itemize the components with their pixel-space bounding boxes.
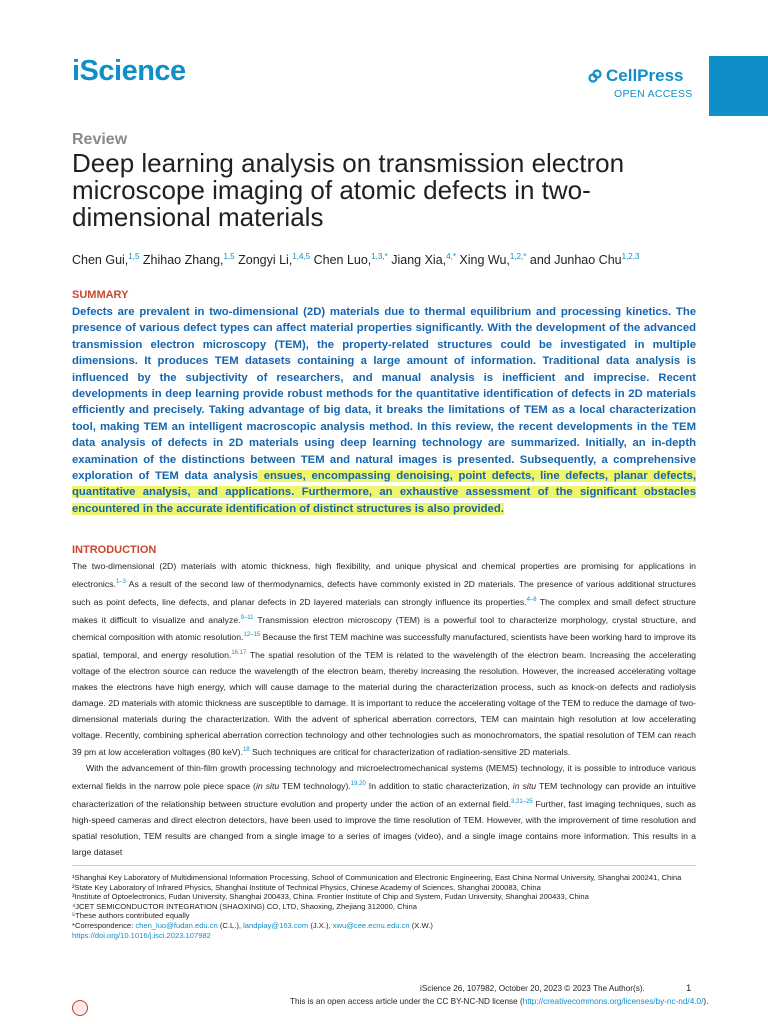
body-text: In addition to static characterization, xyxy=(365,781,513,792)
article-title: Deep learning analysis on transmission electron microscope imaging of atomic defects in two-dimensional materials xyxy=(72,148,625,232)
citation-ref[interactable]: 4–8 xyxy=(526,596,537,603)
citation-ref[interactable]: 12–15 xyxy=(243,632,261,639)
summary-body: Defects are prevalent in two-dimensional (2D) materials due to thermal equilibrium and processing kinetics. The presence of various defect types can affect material properties significantly. With the development of the advanced transmission electron microscopy (TEM), the property-related structures could be investigated in multiple dimensions. It produces TEM datasets containing a large amount of information. Traditional data analysis is influenced by the subjectivity of researchers, and manual analysis is inefficient and imprecise. Recent developments in deep learning provide robust methods for the quantitative identification of defects in 2D materials efficiently and precisely. Taking advantage of big data, it breaks the limitations of TEM as a local characterization tool, making TEM an intelligent macroscopic analysis method. In this review, the recent developments in the TEM data analysis of defects in 2D materials using deep learning technology are summarized. Initially, an in-depth examination of the distinctions between TEM and natural images is presented. Subsequently, a comprehensive exploration of TEM data analysis xyxy=(72,306,696,483)
body-text: The two-dimensional (2D) materials with atomic thickness, high flexibility, and unique physical and chemical properties are promising for applications in electronics. xyxy=(72,561,696,589)
citation-ref[interactable]: 9–11 xyxy=(240,614,254,621)
publisher-logo xyxy=(588,66,684,86)
footnotes xyxy=(72,873,702,940)
affiliation-5: ⁵These authors contributed equally xyxy=(72,911,190,921)
introduction-paragraph-1 xyxy=(72,559,696,761)
citation-ref[interactable]: 16,17 xyxy=(231,650,247,657)
cellpress-icon xyxy=(588,69,602,83)
body-text: Because the first TEM machine was successfully manufactured, scientists have been working hard to improve its spatial, temporal, and energy resolution. xyxy=(72,632,696,660)
introduction-body xyxy=(72,559,696,860)
footnote-divider xyxy=(72,865,696,866)
correspondence: *Correspondence: chen_luo@fudan.edu.cn (C.L.), landplay@163.com (J.X.), xwu@cee.ecnu.edu.cn (X.W.) xyxy=(72,920,433,930)
author-affiliation: 4,* xyxy=(446,252,456,261)
license-link[interactable]: http://creativecommons.org/licenses/by-nc-nd/4.0/ xyxy=(522,997,704,1006)
crossmark-icon[interactable] xyxy=(72,1000,88,1016)
author-name: Chen Gui, xyxy=(72,253,129,268)
affiliation-4: ⁴JCET SEMICONDUCTOR INTEGRATION (SHAOXING) CO, LTD, Shaoxing, Zhejiang 312000, China xyxy=(72,901,417,911)
publisher-name: CellPress xyxy=(606,66,684,85)
summary-text xyxy=(72,304,696,517)
body-text: With the advancement of thin-film growth processing technology and microelectromechanical systems (MEMS) technology, it is possible to introduce various external fields in the narrow pole piece space ( xyxy=(72,763,696,792)
journal-logo: iScience xyxy=(72,55,186,87)
email-link[interactable]: xwu@cee.ecnu.edu.cn xyxy=(332,920,410,930)
body-text: Such techniques are critical for characterization of radiation-sensitive 2D materials. xyxy=(249,747,571,758)
affiliation-3: ³Institute of Optoelectronics, Fudan University, Shanghai 200433, China. Frontier Institute of Chip and System, Fudan University, Shanghai 200433, China xyxy=(72,892,589,902)
affiliation-1: ¹Shanghai Key Laboratory of Multidimensional Information Processing, School of Communication and Electronic Engineering, East China Normal University, Shanghai 200241, China xyxy=(72,873,682,882)
author-name: Zongyi Li, xyxy=(238,253,293,268)
doi-link[interactable]: https://doi.org/10.1016/j.isci.2023.107982 xyxy=(72,930,211,940)
introduction-paragraph-2 xyxy=(72,761,696,860)
citation-line: iScience 26, 107982, October 20, 2023 © 2023 The Author(s). xyxy=(420,984,645,993)
body-text: Further, fast imaging techniques, such as high-speed cameras and direct electron detectors, have been used to improve the time resolution of TEM. However, with the improvement of time resolution and spatial resolution, TEM results are changed from a single image to a series of images (video), and a single image contains more information. This results in a large dataset xyxy=(72,798,696,857)
body-text: As a result of the second law of thermodynamics, defects have commonly existed in 2D materials. The presence of various additional structures such as point defects, line defects, and planar defects in 2D layered materials can strongly influence its properties. xyxy=(72,578,696,607)
author-name: Zhihao Zhang, xyxy=(142,253,224,268)
citation-ref[interactable]: 18 xyxy=(242,747,250,754)
body-text: TEM technology). xyxy=(279,781,351,792)
summary-highlight: ensues, encompassing denoising, point defects, line defects, planar defects, quantitative analysis, and applications. Furthermore, an exhaustive assessment of the significant obstacles encountered in the accurate identification of distinct structures is also provided. xyxy=(72,470,696,515)
italic-text: in situ xyxy=(255,781,280,792)
author-affiliation: 1,3,* xyxy=(371,252,388,261)
author-name: Chen Luo, xyxy=(313,253,372,268)
citation-ref[interactable]: 19,20 xyxy=(350,781,366,788)
author-name: and Junhao Chu xyxy=(529,253,622,268)
body-text: TEM technology can provide an intuitive characterization of the relationship between structure evolution and property under the action of an external field. xyxy=(72,781,696,809)
author-name: Jiang Xia, xyxy=(391,253,447,268)
author-affiliation: 1,4,5 xyxy=(292,252,311,261)
email-link[interactable]: chen_luo@fudan.edu.cn xyxy=(135,920,218,930)
license-line: This is an open access article under the CC BY-NC-ND license (http://creativecommons.org/licenses/by-nc-nd/4.0/). xyxy=(290,997,709,1006)
italic-text: in situ xyxy=(512,781,537,792)
citation-ref[interactable]: 1–3 xyxy=(115,578,126,585)
page-number: 1 xyxy=(686,983,692,994)
author-name: Xing Wu, xyxy=(459,253,510,268)
body-text: The complex and small defect structure makes it difficult to visualize and analyze. xyxy=(72,596,696,625)
header-accent-bar xyxy=(709,56,768,116)
author-affiliation: 1,5 xyxy=(128,252,140,261)
affiliation-2: ²State Key Laboratory of Infrared Physics, Shanghai Institute of Technical Physics, Chinese Academy of Sciences, Shanghai 200083, China xyxy=(72,882,541,892)
author-affiliation: 1,2,* xyxy=(509,252,527,261)
author-list xyxy=(72,252,712,267)
body-text: The spatial resolution of the TEM is related to the wavelength of the electron beam. Increasing the accelerating voltage of the electron source can reduce the wavelength of the electron beam, thereby increasing the resolution. However, the increased accelerating voltage makes the electrons have high energy, which will cause damage to the material during the characterization process, such as knock-on defects and radiolysis damage. 2D materials with atomic thickness are susceptible to damage. It is important to reduce the accelerating voltage of the TEM to reduce the damage of two-dimensional materials during the characterization. With the advent of spherical aberration correctors, TEM can maintain high resolution at low accelerating voltage. Recently, combining spherical aberration correction technology and other technologies such as monochromators, the spatial resolution of TEM can reach 39 pm at low acceleration voltages (80 keV). xyxy=(72,649,696,758)
body-text: Transmission electron microscopy (TEM) is a powerful tool to characterize morphology, crystal structure, and chemical composition with atomic resolution. xyxy=(72,614,696,643)
author-affiliation: 1,2,3 xyxy=(621,252,640,261)
author-affiliation: 1,5 xyxy=(223,252,235,261)
article-type: Review xyxy=(72,131,128,148)
citation-ref[interactable]: 3,21–25 xyxy=(510,798,533,805)
summary-heading: SUMMARY xyxy=(72,289,129,301)
open-access-label: OPEN ACCESS xyxy=(614,88,693,100)
introduction-heading: INTRODUCTION xyxy=(72,544,157,556)
email-link[interactable]: landplay@163.com xyxy=(243,920,309,930)
